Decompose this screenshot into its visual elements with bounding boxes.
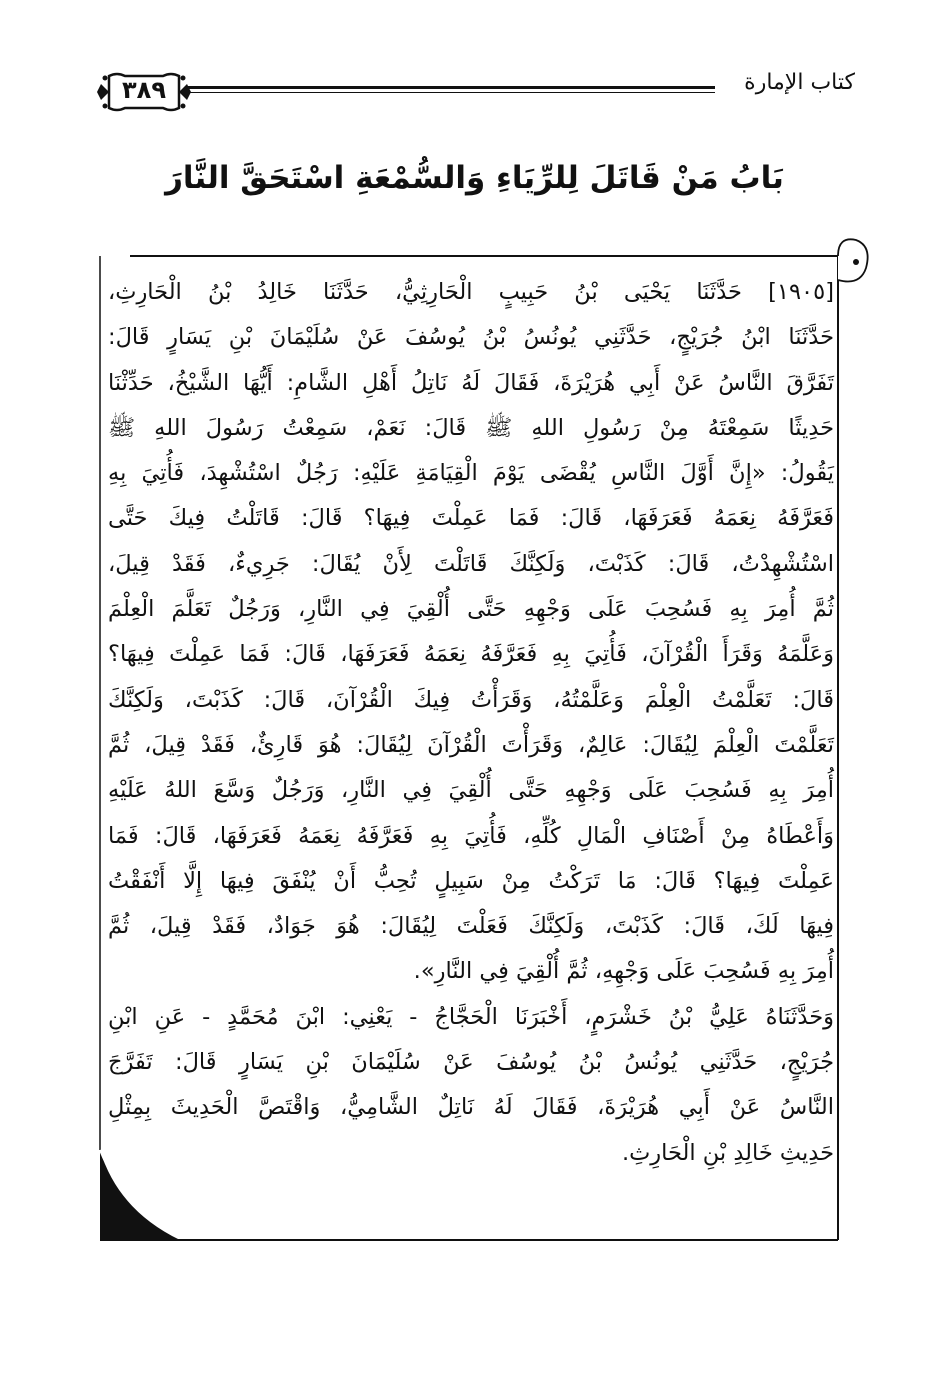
text-line: ثُمَّ أُمِرَ بِهِ فَسُحِبَ عَلَى وَجْهِهِ حَتَّى أُلْقِيَ فِي النَّارِ، وَرَجُلٌ تَعَلَّمَ الْعِلْمَ: [108, 596, 834, 623]
text-line: يَقُولُ: «إِنَّ أَوَّلَ النَّاسِ يُقْضَى يَوْمَ الْقِيَامَةِ عَلَيْهِ: رَجُلٌ اسْتُشْهِدَ، فَأُتِيَ بِهِ: [108, 460, 834, 487]
page-number: ٣٨٩: [122, 76, 166, 104]
page-number-ornament: [95, 70, 193, 114]
text-line: وَعَلَّمَهُ وَقَرَأَ الْقُرْآنَ، فَأُتِيَ بِهِ فَعَرَّفَهُ نِعَمَهُ فَعَرَفَهَا، قَالَ: فَمَا عَمِلْتَ فِيهَا؟: [108, 641, 834, 668]
text-line: فَعَرَّفَهُ نِعَمَهُ فَعَرَفَهَا، قَالَ: فَمَا عَمِلْتَ فِيهَا؟ قَالَ: قَاتَلْتُ فِيكَ حَتَّى: [108, 505, 834, 532]
text-line: [١٩٠٥] حَدَّثَنَا يَحْيَى بْنُ حَبِيبٍ الْحَارِثِيُّ، حَدَّثَنَا خَالِدُ بْنُ الْحَارِثِ،: [108, 279, 834, 305]
chapter-title: بَابُ مَنْ قَاتَلَ لِلرِّيَاءِ وَالسُّمْعَةِ اسْتَحَقَّ النَّارَ: [165, 160, 784, 196]
text-line: جُرَيْجٍ، حَدَّثَنِي يُونُسُ بْنُ يُوسُفَ عَنْ سُلَيْمَانَ بْنِ يَسَارٍ قَالَ: تَفَرَّجَ: [108, 1049, 834, 1076]
text-line: عَمِلْتَ فِيهَا؟ قَالَ: مَا تَرَكْتُ مِنْ سَبِيلٍ تُحِبُّ أَنْ يُنْفَقَ فِيهَا إِلَّا أَنْفَقْتُ: [108, 867, 834, 894]
text-line: وَأَعْطَاهُ مِنْ أَصْنَافِ الْمَالِ كُلِّهِ، فَأُتِيَ بِهِ فَعَرَّفَهُ نِعَمَهُ فَعَرَفَهَا، قَالَ: فَمَا: [108, 822, 834, 849]
running-head: كتاب الإمارة: [744, 70, 855, 95]
hadith-text: [108, 270, 834, 1176]
text-line: اسْتُشْهِدْتُ، قَالَ: كَذَبْتَ، وَلَكِنَّكَ قَاتَلْتَ لِأَنْ يُقَالَ: جَرِيءٌ، فَقَدْ قِيلَ،: [108, 550, 834, 577]
text-line: وَحَدَّثَنَاهُ عَلِيُّ بْنُ خَشْرَمٍ، أَخْبَرَنَا الْحَجَّاجُ - يَعْنِي: ابْنَ مُحَمَّدٍ - عَنِ ابْنِ: [108, 1003, 834, 1030]
text-line: أُمِرَ بِهِ فَسُحِبَ عَلَى وَجْهِهِ، ثُمَّ أُلْقِيَ فِي النَّارِ».: [413, 958, 834, 985]
text-line: قَالَ: تَعَلَّمْتُ الْعِلْمَ وَعَلَّمْتُهُ، وَقَرَأْتُ فِيكَ الْقُرْآنَ، قَالَ: كَذَبْتَ، وَلَكِنَّكَ: [108, 686, 834, 713]
text-line: تَفَرَّقَ النَّاسُ عَنْ أَبِي هُرَيْرَةَ، فَقَالَ لَهُ نَاتِلُ أَهْلِ الشَّامِ: أَيُّهَا الشَّيْخُ، حَدِّثْنَا: [108, 369, 834, 396]
text-line: النَّاسُ عَنْ أَبِي هُرَيْرَةَ، فَقَالَ لَهُ نَاتِلٌ الشَّامِيُّ، وَاقْتَصَّ الْحَدِيثَ بِمِثْلِ: [108, 1094, 834, 1121]
header-rule-thin: [187, 92, 715, 93]
text-line: حَدِيثِ خَالِدِ بْنِ الْحَارِثِ.: [621, 1139, 834, 1166]
text-line: فِيهَا لَكَ، قَالَ: كَذَبْتَ، وَلَكِنَّكَ فَعَلْتَ لِيُقَالَ: هُوَ جَوَادٌ، فَقَدْ قِيلَ، ثُمَّ: [108, 913, 834, 940]
text-line: حَدِيثًا سَمِعْتَهُ مِنْ رَسُولِ اللهِ ﷺ قَالَ: نَعَمْ، سَمِعْتُ رَسُولَ اللهِ ﷺ: [108, 414, 834, 441]
page-header: [95, 62, 855, 122]
text-line: تَعَلَّمْتَ الْعِلْمَ لِيُقَالَ: عَالِمٌ، وَقَرَأْتَ الْقُرْآنَ لِيُقَالَ: هُوَ قَارِئٌ، فَقَدْ قِيلَ، ثُمَّ: [108, 731, 834, 758]
text-line: حَدَّثَنَا ابْنُ جُرَيْجٍ، حَدَّثَنِي يُونُسُ بْنُ يُوسُفَ عَنْ سُلَيْمَانَ بْنِ يَسَارٍ قَالَ:: [108, 324, 834, 351]
text-line: أُمِرَ بِهِ فَسُحِبَ عَلَى وَجْهِهِ حَتَّى أُلْقِيَ فِي النَّارِ، وَرَجُلٌ وَسَّعَ اللهُ عَلَيْهِ: [108, 777, 834, 804]
header-rule: [187, 86, 715, 89]
